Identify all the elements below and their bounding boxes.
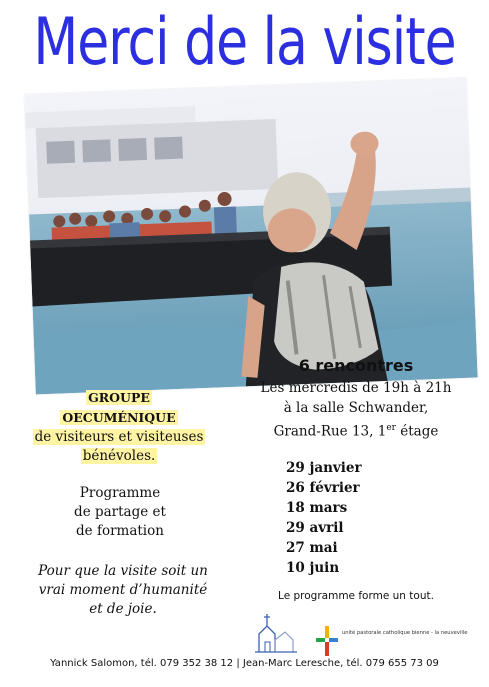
photo-person-waving-at-boat-icon	[24, 78, 477, 395]
date-item: 18 mars	[286, 500, 348, 516]
date-item: 27 mai	[286, 540, 338, 556]
date-item: 29 janvier	[286, 460, 362, 476]
dates-list	[286, 458, 406, 578]
date-item: 26 février	[286, 480, 360, 496]
meetings-count: 6 rencontres	[298, 356, 414, 375]
address-floor-superscript: er	[386, 423, 396, 433]
contact-footer: Yannick Salomon, tél. 079 352 38 12 | Jean-Marc Leresche, tél. 079 655 73 09	[50, 658, 439, 669]
programme-text	[40, 484, 200, 541]
meetings-info	[236, 356, 476, 442]
page-title: Merci de la visite	[33, 5, 456, 80]
meetings-schedule: Les mercredis de 19h à 21h	[260, 380, 452, 396]
meetings-address	[236, 418, 476, 442]
purpose-line: Pour que la visite soit un	[38, 563, 208, 579]
group-label-line3: de visiteurs et visiteuses	[34, 429, 204, 445]
programme-line: de formation	[76, 523, 164, 539]
parish-logo-icon	[316, 626, 338, 656]
address-floor: étage	[395, 423, 439, 440]
purpose-line: et de joie.	[89, 601, 157, 617]
date-item: 29 avril	[286, 520, 344, 536]
group-description	[10, 388, 228, 466]
group-label-line1: GROUPE	[88, 390, 150, 405]
church-icon	[255, 606, 297, 654]
programme-line: Programme	[79, 485, 161, 501]
purpose-text	[18, 562, 228, 619]
address-main: Grand-Rue 13, 1	[273, 423, 387, 440]
group-label-line2: OECUMÉNIQUE	[62, 410, 176, 425]
photo	[24, 78, 477, 395]
programme-note: Le programme forme un tout.	[278, 590, 434, 602]
meetings-venue: à la salle Schwander,	[283, 400, 429, 416]
purpose-line: vrai moment d’humanité	[38, 582, 208, 598]
parish-name: unité pastorale catholique bienne - la neuveville	[342, 630, 468, 636]
group-label-line4: bénévoles.	[82, 448, 156, 464]
date-item: 10 juin	[286, 560, 340, 576]
programme-line: de partage et	[74, 504, 166, 520]
